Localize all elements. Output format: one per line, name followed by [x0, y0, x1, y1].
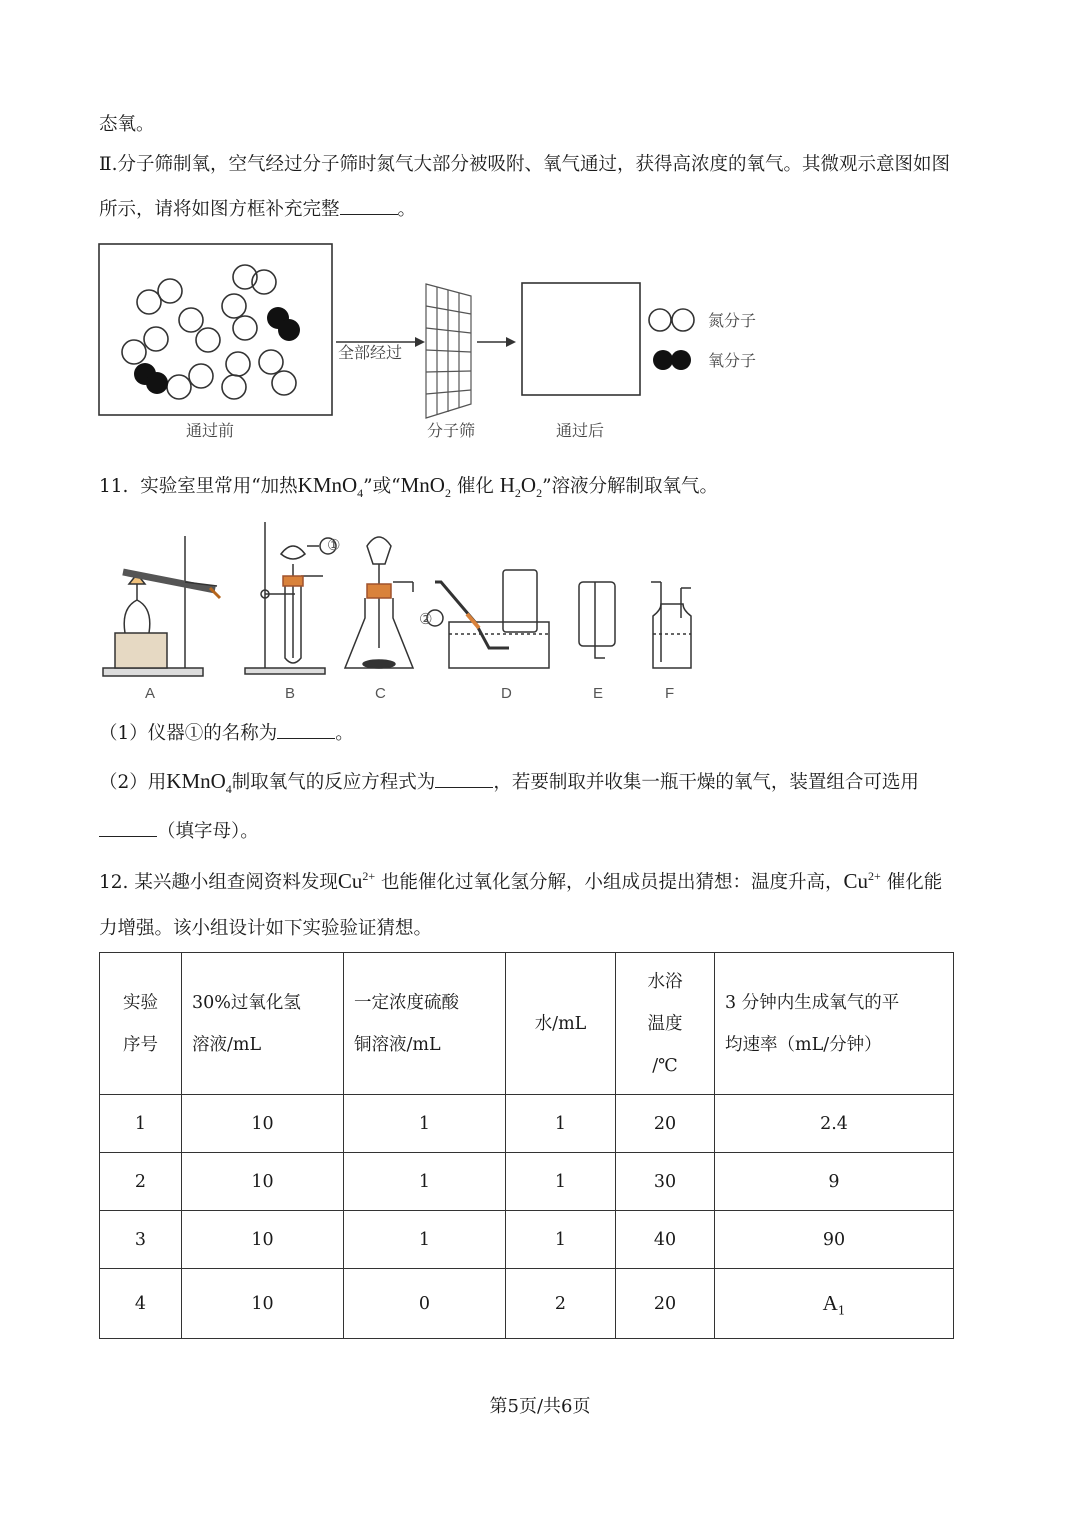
- cell: 10: [182, 1211, 344, 1269]
- cell: 40: [616, 1211, 715, 1269]
- cell: 1: [100, 1095, 182, 1153]
- cell: 10: [182, 1153, 344, 1211]
- label-e: E: [593, 685, 604, 702]
- page-footer: 第5页/共6页: [489, 1396, 591, 1417]
- apparatus-d: [427, 570, 549, 668]
- arrow-label: 全部经过: [338, 343, 403, 362]
- cell: 20: [616, 1269, 715, 1339]
- header-cell: 实验 序号: [100, 953, 182, 1095]
- q11-stem: [99, 472, 718, 500]
- label-d: D: [501, 685, 512, 702]
- q11-sub2-mid: 制取氧气的反应方程式为: [231, 772, 436, 793]
- table-row: [100, 1211, 954, 1269]
- header-cell: 3 分钟内生成氧气的平 均速率（mL/分钟）: [715, 953, 954, 1095]
- q12-line2: 力增强。该小组设计如下实验验证猜想。: [99, 918, 433, 939]
- after-box: [522, 283, 640, 395]
- part2-line1: Ⅱ.分子筛制氧，空气经过分子筛时氮气大部分被吸附、氧气通过，获得高浓度的氧气。其微观示意图如图: [99, 154, 950, 175]
- answer-blank[interactable]: [435, 769, 493, 788]
- q11-sub2-line2: [99, 818, 259, 845]
- q12-text-b: 也能催化过氧化氢分解，小组成员提出猜想：温度升高，: [381, 872, 844, 893]
- cell: 9: [715, 1153, 954, 1211]
- cell: 10: [182, 1269, 344, 1339]
- cell: 1: [506, 1095, 616, 1153]
- cell: 1: [344, 1211, 506, 1269]
- q11-text-d: ”溶液分解制取氧气。: [542, 476, 719, 497]
- header-cell: 水/mL: [506, 953, 616, 1095]
- q12-stem: [99, 868, 942, 896]
- label-a: A: [145, 685, 156, 702]
- before-label: 通过前: [186, 421, 235, 440]
- table-header-row: [100, 953, 954, 1095]
- cu-ion: $Cu^{2+}$: [337, 869, 376, 893]
- cu-ion: $Cu^{2+}$: [843, 869, 881, 893]
- q11-text-c: 催化: [456, 476, 494, 497]
- cell: 3: [100, 1211, 182, 1269]
- answer-blank[interactable]: [277, 720, 335, 739]
- cell: 1: [344, 1153, 506, 1211]
- q11-text-b: ”或“: [363, 476, 401, 497]
- q11-text-a: 实验室里常用“加热: [140, 476, 298, 497]
- intro-tail: 态氧。: [99, 114, 155, 135]
- q11-sub2-after: ，若要制取并收集一瓶干燥的氧气，装置组合可选用: [493, 772, 919, 793]
- cell: 1: [506, 1211, 616, 1269]
- label-f: F: [665, 685, 675, 702]
- part2-line2-end: 。: [397, 199, 417, 220]
- legend-o2-icon: [653, 350, 691, 370]
- apparatus-c: [345, 537, 413, 668]
- mno2-formula: MnO$_2$: [400, 473, 451, 501]
- legend-n2-icon: [649, 309, 694, 331]
- cell: 4: [100, 1269, 182, 1339]
- q12-number: 12.: [99, 872, 129, 893]
- header-cell: 一定浓度硫酸 铜溶液/mL: [344, 953, 506, 1095]
- marker1-label: ①: [327, 537, 341, 554]
- cell: 0: [344, 1269, 506, 1339]
- answer-blank[interactable]: [99, 818, 157, 837]
- legend-n2: 氮分子: [708, 311, 757, 330]
- answer-blank[interactable]: [340, 196, 398, 215]
- cell: 10: [182, 1095, 344, 1153]
- apparatus-figure: [95, 518, 705, 704]
- part2-line2: [99, 196, 416, 223]
- kmno4-formula: KMnO$_4$: [166, 769, 232, 797]
- q11-sub1-text: （1）仪器①的名称为: [99, 723, 278, 744]
- cell: 1: [506, 1153, 616, 1211]
- header-cell: 30%过氧化氢 溶液/mL: [182, 953, 344, 1095]
- q11-number: 11.: [99, 476, 129, 497]
- table-row: [100, 1269, 954, 1339]
- q11-sub1: [99, 720, 354, 747]
- q11-sub2-text: （2）用: [99, 772, 167, 793]
- cell: 30: [616, 1153, 715, 1211]
- sieve-label: 分子筛: [427, 421, 476, 440]
- cell-a1: $A_1$: [715, 1269, 954, 1339]
- apparatus-a: [103, 536, 220, 676]
- q12-text-a: 某兴趣小组查阅资料发现: [134, 872, 338, 893]
- cell: 2: [506, 1269, 616, 1339]
- apparatus-b: [245, 522, 336, 674]
- cell: 20: [616, 1095, 715, 1153]
- table-row: [100, 1153, 954, 1211]
- table-row: [100, 1095, 954, 1153]
- q11-sub2-line2-text: （填字母）。: [157, 821, 259, 842]
- cell: 90: [715, 1211, 954, 1269]
- h2o2-formula: $H_2O_2$: [499, 473, 543, 501]
- part2-line2-text: 所示，请将如图方框补充完整: [99, 199, 340, 220]
- q11-sub2: [99, 768, 919, 796]
- q12-text-c: 催化能: [886, 872, 943, 893]
- header-cell: 水浴 温度 /℃: [616, 953, 715, 1095]
- sieve-icon: [426, 284, 471, 418]
- marker2-label: ②: [419, 611, 433, 628]
- label-c: C: [375, 685, 386, 702]
- experiment-table: [99, 952, 954, 1339]
- label-b: B: [285, 685, 296, 702]
- molecular-sieve-figure: [90, 236, 790, 446]
- kmno4-formula: KMnO$_4$: [297, 473, 364, 501]
- cell: 2.4: [715, 1095, 954, 1153]
- cell: 1: [344, 1095, 506, 1153]
- legend-o2: 氧分子: [708, 351, 757, 370]
- cell: 2: [100, 1153, 182, 1211]
- apparatus-f: [651, 582, 691, 668]
- apparatus-e: [579, 582, 615, 658]
- after-label: 通过后: [556, 421, 605, 440]
- q11-sub1-end: 。: [335, 723, 354, 744]
